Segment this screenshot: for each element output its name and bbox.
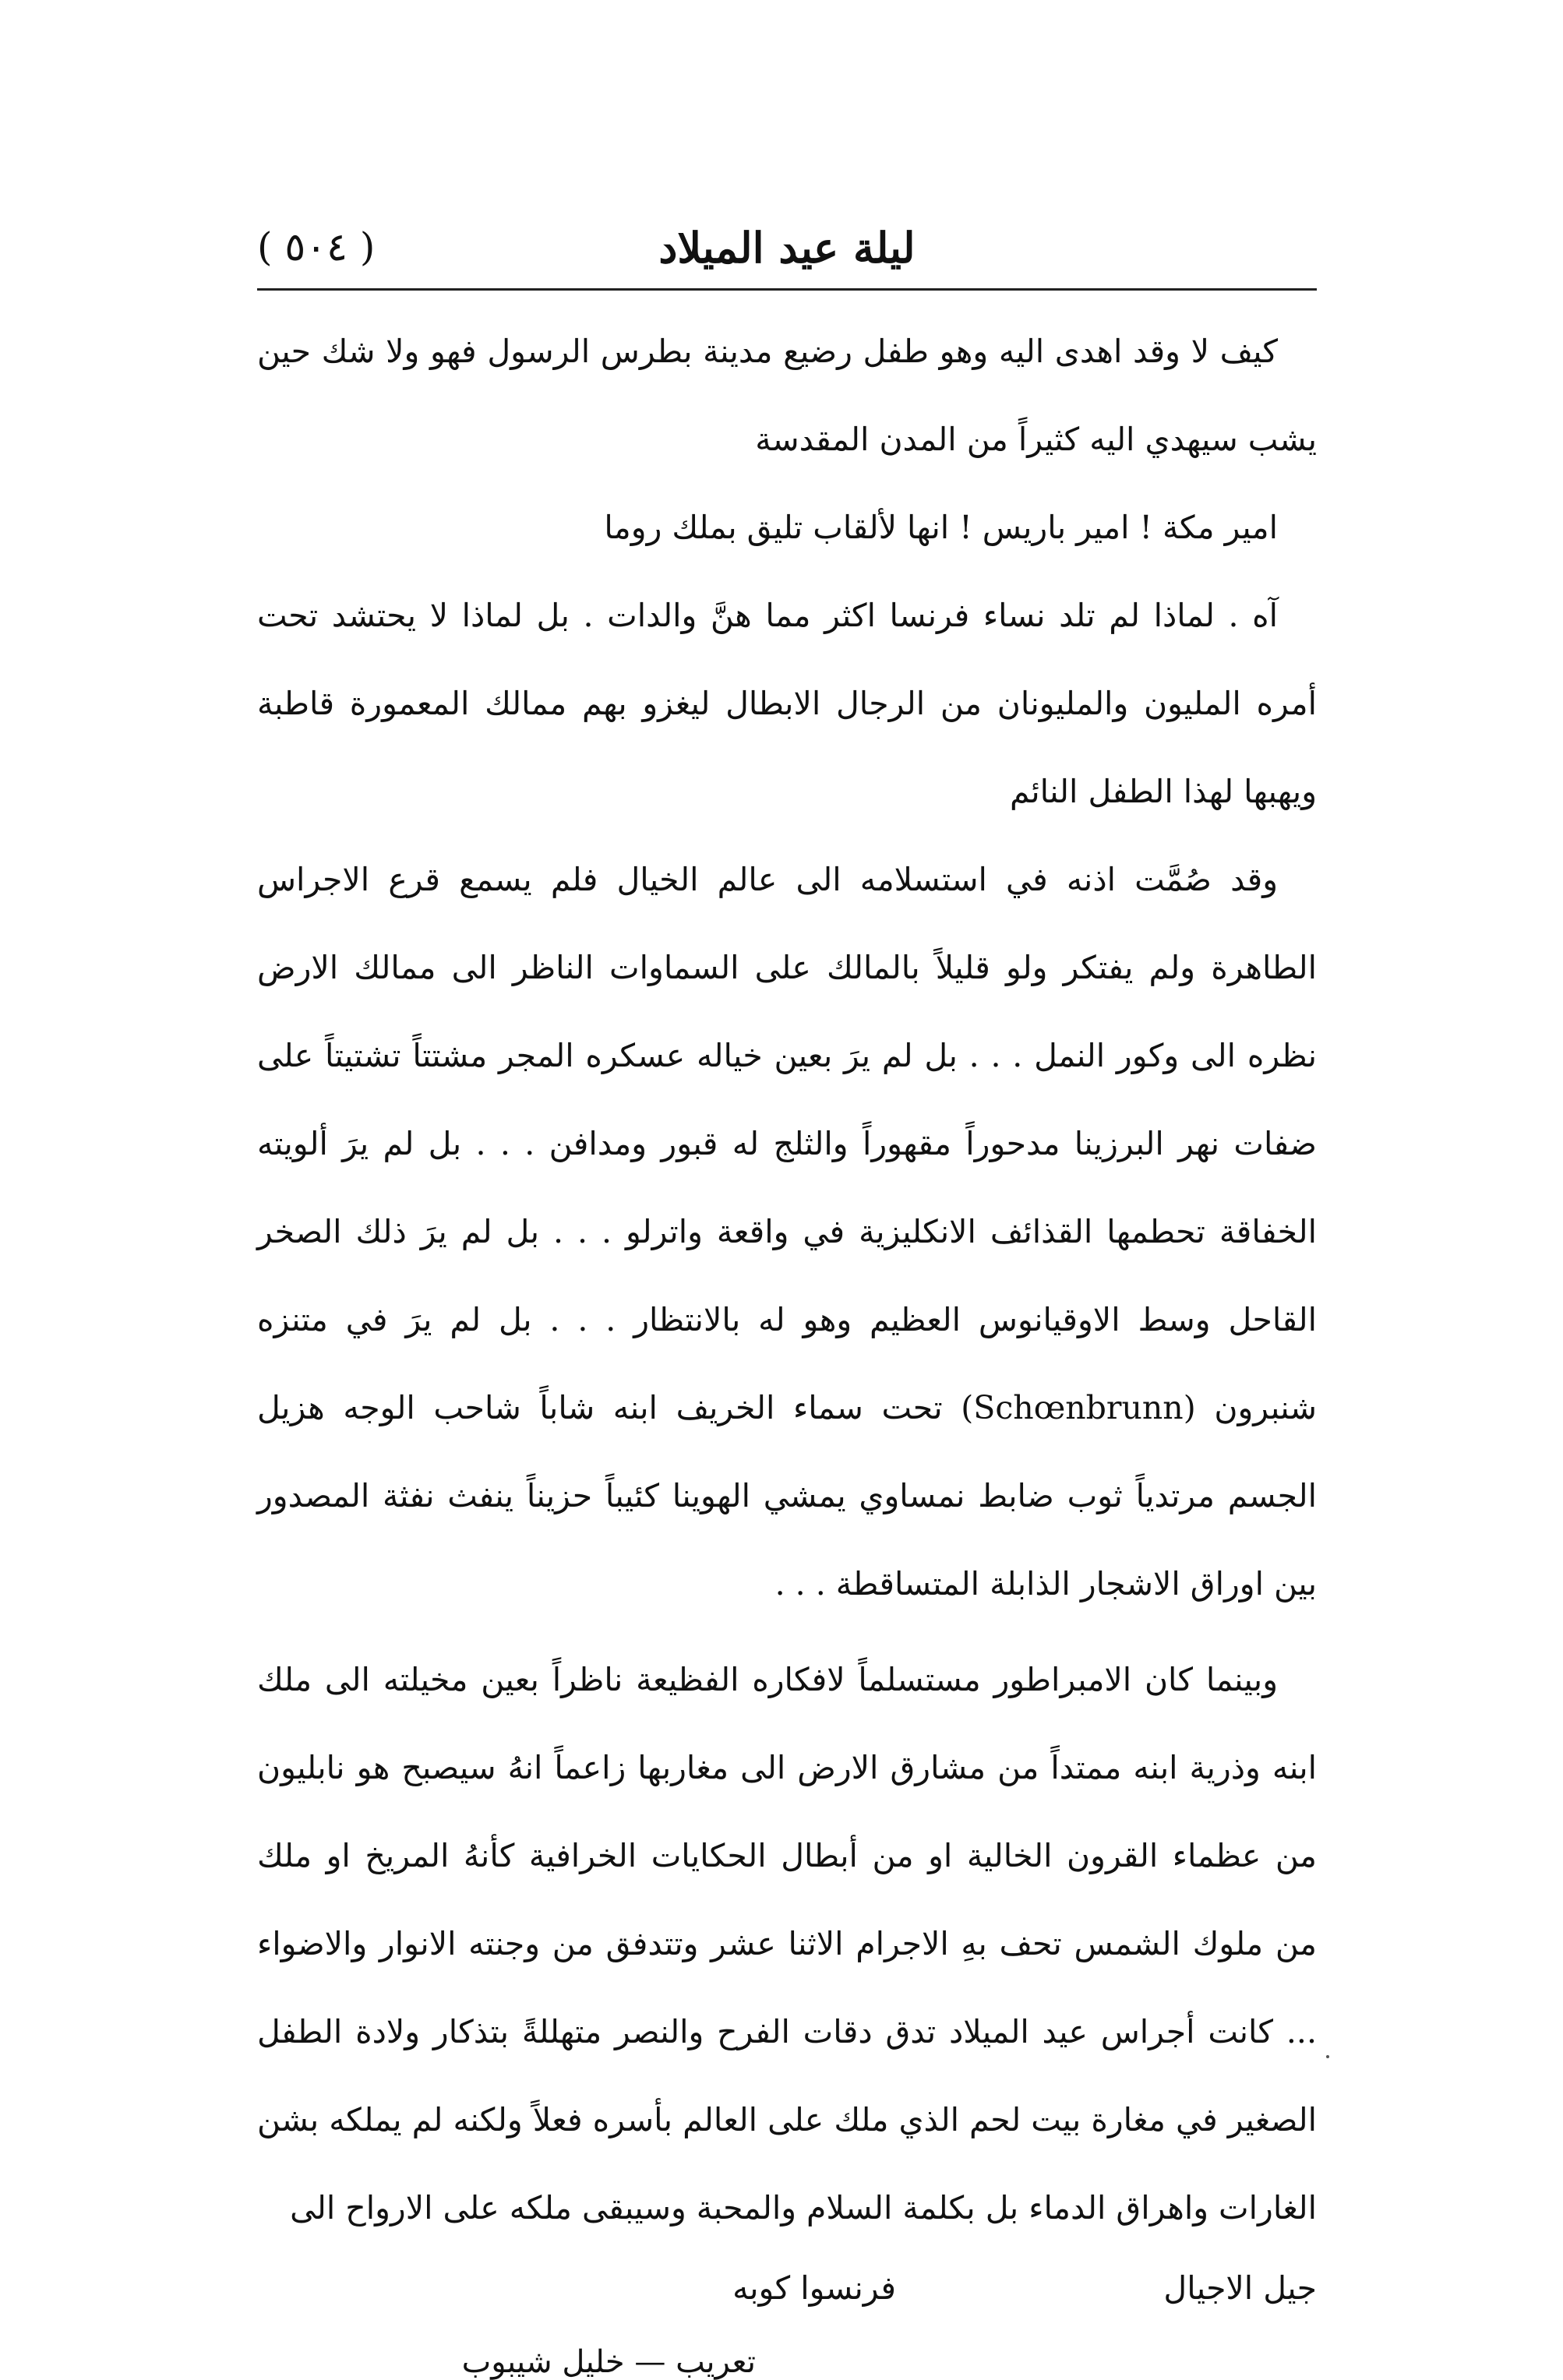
paragraph-4-text: وقد صُمَّت اذنه في استسلامه الى عالم الخيال فلم يسمع قرع الاجراس الطاهرة ولم يفتكر ولو قليلاً بالمالك على السماوات الناظر الى ممالك الارض نظره الى وكور النمل . . . بل لم يرَ بعين خياله عسكره المجر مشتتاً تشتيتاً على ضفات نهر البرزينا مدحوراً مقهوراً والثلج له قبور ومدافن . . . بل لم يرَ ألويته الخفاقة تحطمها القذائف الانكليزية في واقعة واترلو . . . بل لم يرَ ذلك الصخر القاحل وسط الاوقيانوس العظيم وهو له بالانتظار . . . بل لم يرَ في متنزه شنبرون <box>257 861 1317 1426</box>
page-number: ( ٥٠٤ ) <box>257 224 376 270</box>
paragraph-5: وبينما كان الامبراطور مستسلماً لافكاره الفظيعة ناظراً بعين مخيلته الى ملك ابنه وذرية ابنه ممتداً من مشارق الارض الى مغاربها زاعماً انهُ سيصبح هو نابليون من عظماء القرون الخالية او من أبطال الحكايات الخرافية كأنهُ المريخ او ملك من ملوك الشمس تحف بهِ الاجرام الاثنا عشر وتتدفق من وجنته الانوار والاضواء ... كانت أجراس عيد الميلاد تدق دقات الفرح والنصر متهللةً بتذكار ولادة الطفل الصغير في مغارة بيت لحم الذي ملك على العالم بأسره فعلاً ولكنه لم يملكه بشن الغارات واهراق الدماء بل بكلمة السلام والمحبة وسيبقى ملكه على الارواح الى <box>257 1661 1317 2227</box>
document-page <box>257 203 1317 2380</box>
paragraph-4-continued: تحت سماء الخريف ابنه شاباً شاحب الوجه هزيل الجسم مرتدياً ثوب ضابط نمساوي يمشي الهوينا كئيباً حزيناً ينفث نفثة المصدور بين اوراق الاشجار الذابلة المتساقطة . . . <box>257 1389 1317 1603</box>
paragraph-4 <box>257 836 1317 1628</box>
article-body <box>257 308 1317 2252</box>
page-header <box>257 203 1317 288</box>
header-rule <box>257 288 1317 291</box>
schoenbrunn-latin: (Schœnbrunn) <box>961 1389 1196 1426</box>
running-title: ليلة عيد الميلاد <box>658 223 916 273</box>
author-name: فرنسوا كوبه <box>732 2269 896 2307</box>
paragraph-2: امير مكة ! امير باريس ! انها لألقاب تليق بملك روما <box>604 509 1278 546</box>
paragraph-1: كيف لا وقد اهدى اليه وهو طفل رضيع مدينة بطرس الرسول فهو ولا شك حين يشب سيهدي اليه كثيراً من المدن المقدسة <box>257 333 1317 458</box>
translator-credit: تعريب — خليل شيبوب <box>461 2344 756 2380</box>
signature-block <box>257 2252 1317 2380</box>
margin-dot <box>1326 2055 1329 2058</box>
closing-words: جيل الاجيال <box>1163 2269 1317 2307</box>
paragraph-3: آه . لماذا لم تلد نساء فرنسا اكثر مما هنَّ والدات . بل لماذا لا يحتشد تحت أمره المليون والمليونان من الرجال الابطال ليغزو بهم ممالك المعمورة قاطبة ويهبها لهذا الطفل النائم <box>257 597 1317 810</box>
